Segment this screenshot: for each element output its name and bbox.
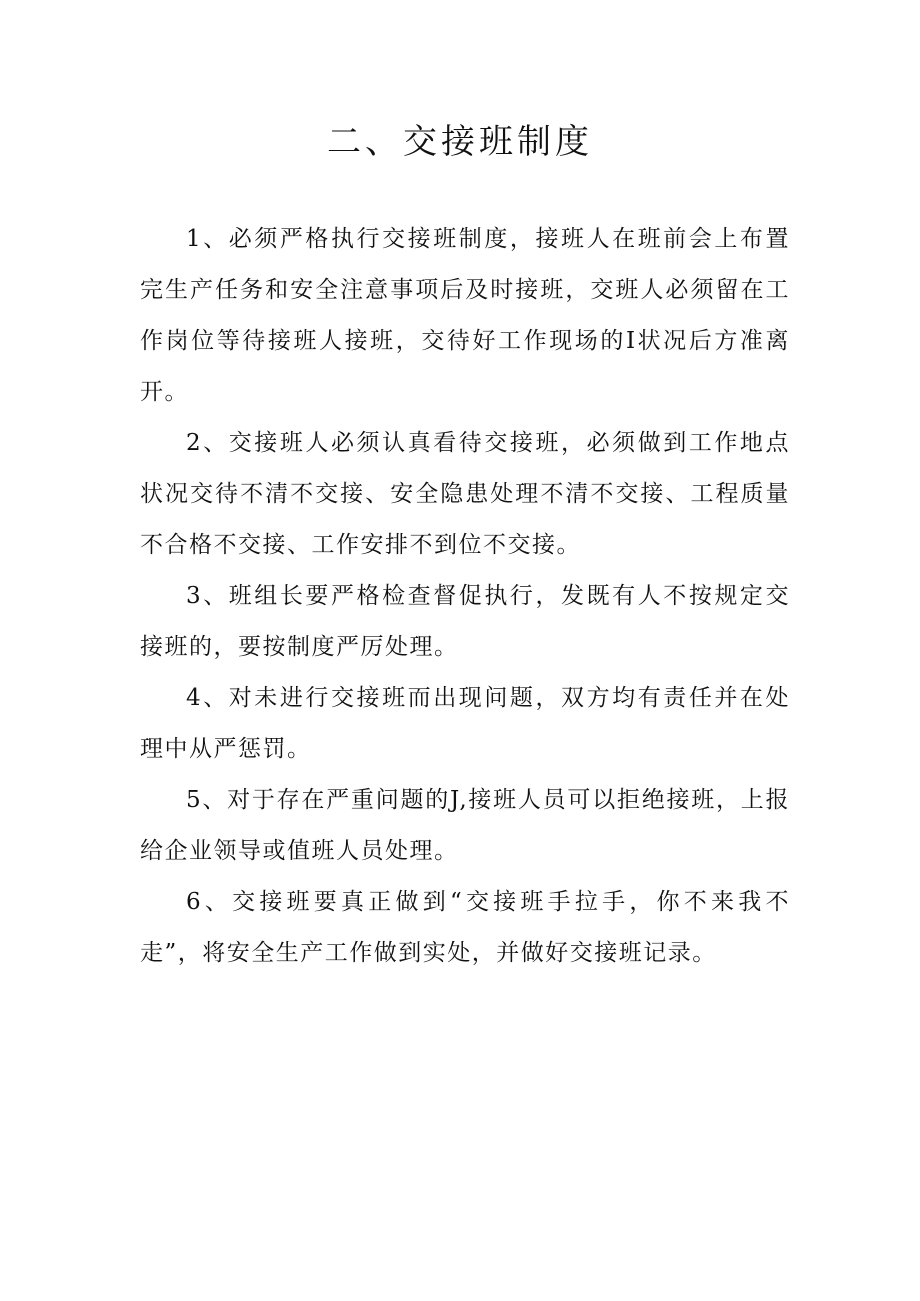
paragraph-1: 1、必须严格执行交接班制度，接班人在班前会上布置完生产任务和安全注意事项后及时接班，交班人必须留在工作岗位等待接班人接班，交待好工作现场的I状况后方准离开。 [140, 226, 790, 405]
document-title: 二、交接班制度 [327, 122, 593, 162]
paragraph-4: 4、对未进行交接班而出现问题，双方均有责任并在处理中从严惩罚。 [140, 685, 790, 762]
paragraph-2: 2、交接班人必须认真看待交接班，必须做到工作地点状况交待不清不交接、安全隐患处理不清不交接、工程质量不合格不交接、工作安排不到位不交接。 [140, 430, 790, 558]
paragraph-5: 5、对于存在严重问题的J,接班人员可以拒绝接班，上报给企业领导或值班人员处理。 [140, 787, 790, 864]
paragraph-6: 6、交接班要真正做到“交接班手拉手，你不来我不走”，将安全生产工作做到实处，并做好交接班记录。 [140, 889, 790, 966]
document-body [140, 214, 790, 979]
paragraph-3: 3、班组长要严格检查督促执行，发既有人不按规定交接班的，要按制度严厉处理。 [140, 583, 790, 660]
